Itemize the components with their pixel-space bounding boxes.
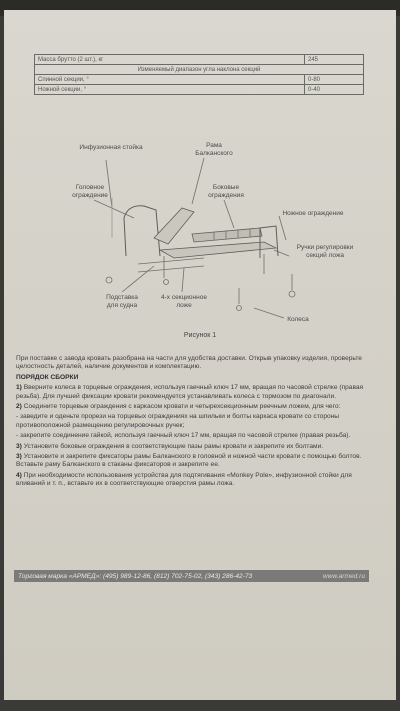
table-cell-label: Масса брутто (2 шт.), кг bbox=[35, 55, 305, 65]
table-row bbox=[35, 75, 364, 85]
step-number: 1) bbox=[16, 384, 22, 392]
manual-page bbox=[4, 10, 396, 700]
step-text: Установите и закрепите фиксаторы рамы Балканского в головной и ножной части кровати с помощью болтов. Вставьте раму Балканского в стаканы фиксаторов и закрепите ее. bbox=[16, 453, 362, 469]
step-1 bbox=[16, 384, 368, 401]
step-text: При необходимости использования устройства для подтягивания «Monkey Pole», инфузионной стойки для вливаний и т. п., вставьте их в соответствующие отверстия рамы ложа. bbox=[16, 471, 352, 488]
label-balkan-frame: Рама Балканского bbox=[195, 142, 233, 157]
label-foot-rail: Ножное ограждение bbox=[282, 210, 344, 217]
table-cell-value: 0-40 bbox=[305, 85, 364, 95]
step-text: Установите боковые ограждения в соответствующие пазы рамы кровати и закрепите их болтами. bbox=[23, 442, 324, 450]
step-number: 3) bbox=[16, 453, 22, 461]
spec-table bbox=[34, 54, 364, 95]
table-row bbox=[35, 85, 364, 95]
table-cell-label: Ножной секции, ° bbox=[35, 85, 305, 95]
label-wheels: Колеса bbox=[287, 316, 309, 323]
figure-caption: Рисунок 1 bbox=[183, 332, 217, 339]
website-link[interactable]: www.armed.ru bbox=[322, 572, 365, 580]
assembly-heading: ПОРЯДОК СБОРКИ bbox=[16, 373, 79, 381]
table-cell-value: 0-80 bbox=[305, 75, 364, 85]
instructions-text bbox=[16, 355, 368, 491]
table-cell-value: 245 bbox=[305, 55, 364, 65]
step-2a: - заведите и оденьте прорези на торцевых ограждениях на шпильки и болты каркаса кровати со стороны противоположной размещению регулировочных ручек; bbox=[16, 413, 340, 429]
table-cell-label: Спинной секции, ° bbox=[35, 75, 305, 85]
label-vessel-support: Подставка для судна bbox=[106, 294, 138, 309]
step-2b: - закрепите соединение гайкой, используя гаечный ключ 17 мм, вращая по часовой стрелке (правая резьба). bbox=[16, 432, 351, 440]
step-number: 3) bbox=[16, 442, 22, 450]
label-section-handles: Ручки регулировки секций ложа bbox=[296, 244, 354, 259]
label-head-rail: Головное ограждение bbox=[72, 184, 108, 199]
footer-bar bbox=[14, 570, 369, 582]
bed-diagram bbox=[64, 138, 364, 338]
step-number: 4) bbox=[16, 471, 22, 479]
step-text: Соедините торцевые ограждения с каркасом кровати и четырехсекционным реечным ложем, для чего: bbox=[23, 403, 341, 411]
intro-paragraph: При поставке с завода кровать разобрана на части для удобства доставки. Открыв упаковку изделия, проверьте целостность деталей, наличие документов и комплектацию. bbox=[16, 355, 362, 371]
step-text: Вверните колеса в торцевые ограждения, используя гаечный ключ 17 мм, вращая по часовой стрелке (правая резьба). Для лучшей фиксации кровати рекомендуется устанавливать колеса с тормозом по диагонали. bbox=[16, 384, 364, 400]
step-3b bbox=[16, 453, 368, 470]
label-four-section-bed: 4-х секционное ложе bbox=[161, 294, 207, 309]
table-row bbox=[35, 65, 364, 75]
table-cell-label: Изменяемый диапазон угла наклона секций bbox=[35, 65, 364, 75]
step-4 bbox=[16, 472, 368, 489]
label-side-rails: Боковые ограждения bbox=[208, 184, 244, 199]
label-infusion-stand: Инфузионная стойка bbox=[79, 144, 143, 151]
table-row bbox=[35, 55, 364, 65]
trademark-contacts: Торговая марка «АРМЕД»: (495) 989-12-86, (812) 702-75-02, (343) 286-42-73 bbox=[18, 572, 253, 580]
step-number: 2) bbox=[16, 403, 22, 411]
step-3 bbox=[16, 443, 368, 451]
step-2 bbox=[16, 403, 368, 411]
